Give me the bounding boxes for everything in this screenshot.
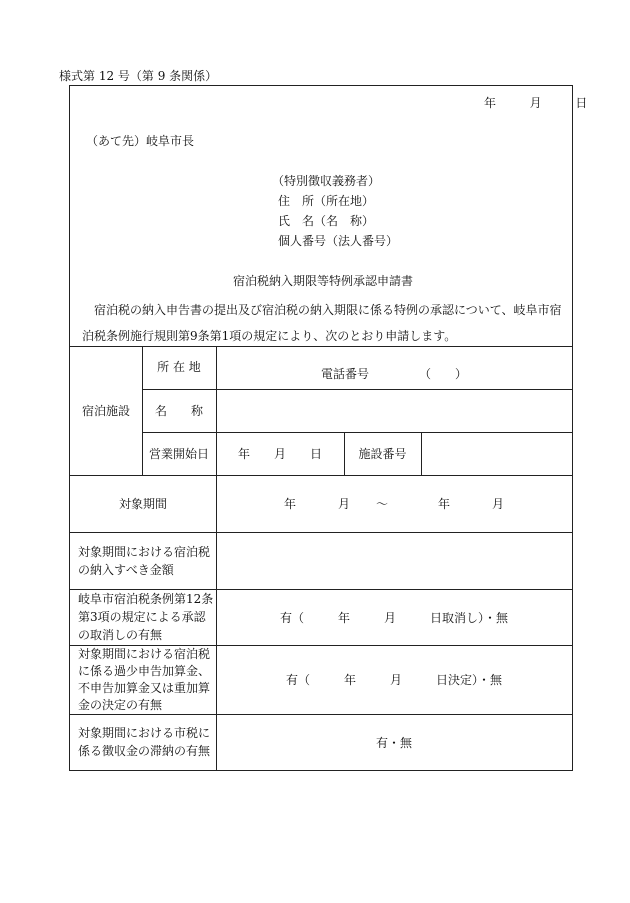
facility-name-label: 名 称: [154, 404, 203, 418]
start-month: 月: [273, 447, 286, 461]
arrears-value[interactable]: 有・無: [375, 735, 412, 750]
application-form: [69, 85, 588, 771]
date-day: 日: [575, 96, 588, 110]
penalty-tail: 日決定）・無: [436, 673, 503, 687]
period-year-2: 年: [438, 497, 451, 511]
tax-amount-value[interactable]: [216, 532, 572, 589]
applicant-id-label: 個人番号（法人番号）: [278, 234, 399, 248]
period-tilde: ～: [375, 497, 388, 511]
period-month-2: 月: [492, 497, 505, 511]
date-year: 年: [484, 96, 497, 110]
revocation-yes: 有（: [279, 610, 304, 625]
revocation-value[interactable]: [216, 589, 572, 645]
revocation-year: 年: [337, 610, 350, 625]
body-text: 宿泊税の納入申告書の提出及び宿泊税の納入期限に係る特例の承認について、岐阜市宿泊税条例施行規則第9条第1項の規定により、次のとおり申請します。: [82, 303, 562, 343]
period-value[interactable]: [216, 475, 572, 532]
start-date-value[interactable]: [216, 432, 344, 475]
phone-label: 電話番号: [320, 367, 369, 381]
start-year: 年: [237, 447, 250, 461]
phone-parens: （ ）: [419, 367, 468, 381]
date-line: [484, 94, 587, 111]
applicant-address-label: 住 所（所在地）: [278, 194, 375, 208]
revocation-label: 岐阜市宿泊税条例第12条第3項の規定による承認の取消しの有無: [78, 592, 214, 642]
revocation-tail: 日取消し）・無: [430, 610, 509, 625]
facility-number-label: 施設番号: [358, 447, 407, 461]
addressee: （あて先）岐阜市長: [86, 134, 195, 148]
start-day: 日: [310, 447, 323, 461]
tax-amount-label: 対象期間における宿泊税の納入すべき金額: [78, 544, 211, 577]
applicant-heading: （特別徴収義務者）: [272, 174, 381, 188]
applicant-name-label: 氏 名（名 称）: [278, 214, 375, 228]
arrears-label: 対象期間における市税に係る徴収金の滞納の有無: [78, 726, 211, 758]
location-value[interactable]: [216, 346, 572, 389]
period-month-1: 月: [337, 497, 350, 511]
document-title: 宿泊税納入期限等特例承認申請書: [233, 274, 414, 288]
penalty-month: 月: [390, 673, 403, 687]
start-date-label: 営業開始日: [148, 447, 209, 461]
period-year-1: 年: [283, 497, 296, 511]
date-month: 月: [529, 96, 542, 110]
period-label: 対象期間: [118, 497, 167, 511]
form-number: 様式第 12 号（第 9 条関係）: [59, 69, 218, 83]
facility-group-label: 宿泊施設: [81, 404, 130, 418]
location-label: 所 在 地: [157, 360, 201, 374]
penalty-label: 対象期間における宿泊税に係る過少申告加算金、不申告加算金又は重加算金の決定の有無: [78, 646, 211, 712]
penalty-year: 年: [343, 673, 356, 687]
revocation-month: 月: [384, 610, 397, 625]
facility-name-value[interactable]: [216, 389, 572, 432]
penalty-value[interactable]: [216, 645, 572, 714]
facility-number-value[interactable]: [421, 432, 572, 475]
penalty-yes: 有（: [285, 673, 310, 687]
